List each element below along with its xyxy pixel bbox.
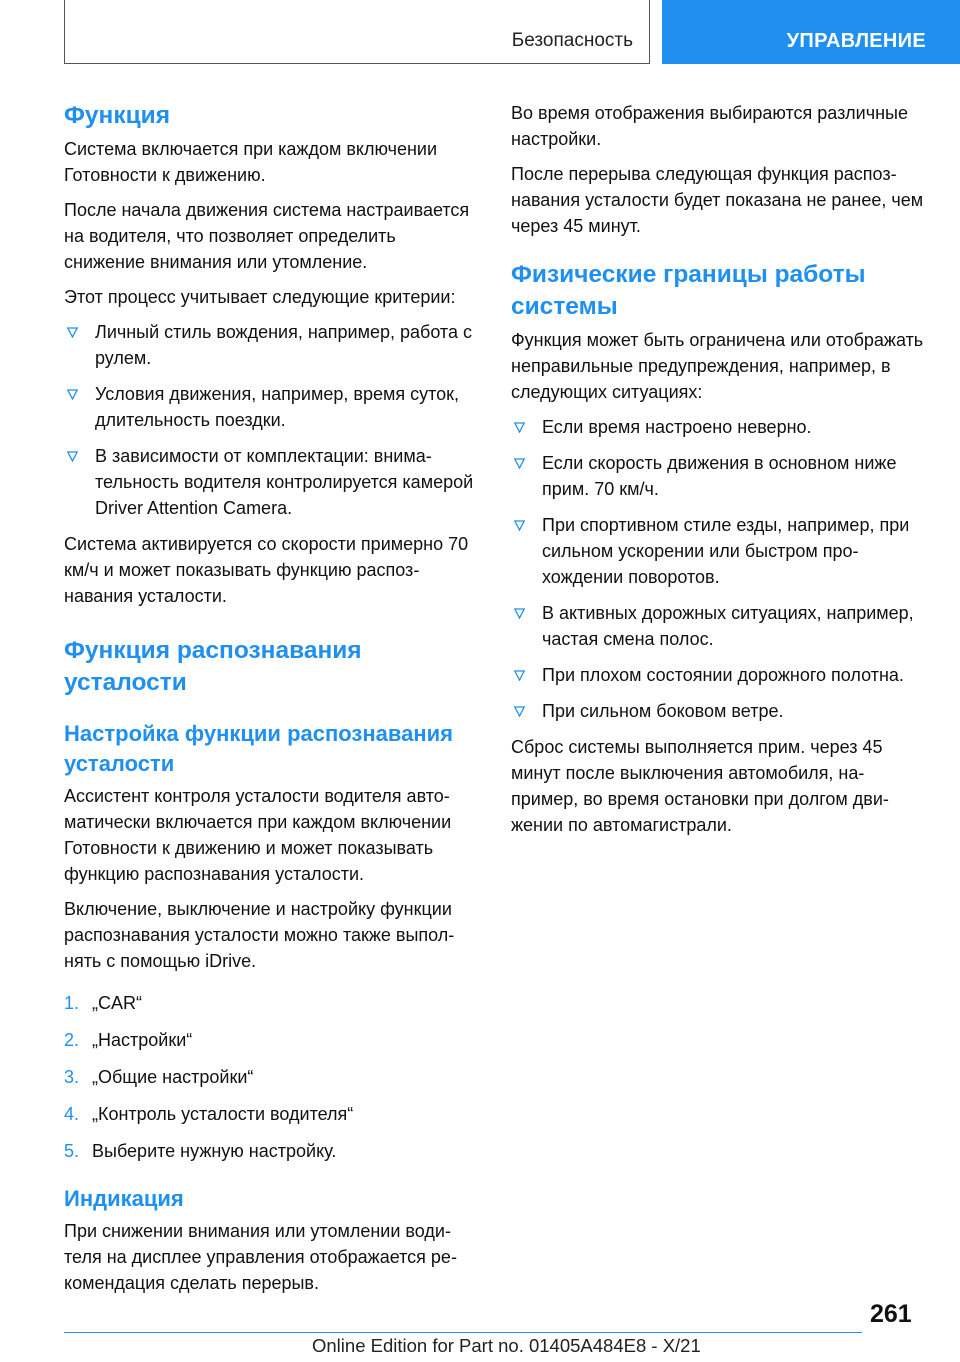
situations-list [511, 414, 925, 724]
list-item-text: Условия движения, например, время суток, длительность поездки. [95, 384, 460, 430]
step-text: „CAR“ [92, 993, 142, 1013]
list-item [511, 512, 925, 590]
paragraph: Во время отображения выбираются различные настройки. [511, 103, 908, 149]
list-item [511, 698, 925, 724]
header-section-title: Безопасность [511, 30, 633, 51]
list-item-text: При плохом состоянии дорожного полотна. [542, 665, 904, 685]
triangle-bullet-icon [67, 451, 78, 462]
list-item [64, 443, 478, 521]
triangle-bullet-icon [514, 670, 525, 681]
list-item-text: Если время настроено неверно. [542, 417, 812, 437]
list-item [511, 414, 925, 440]
paragraph: Включение, выключение и настройку функции распознавания усталости можно также выполнять с помощью iDrive. [64, 899, 455, 971]
steps-list [64, 990, 478, 1164]
step-number: 4. [64, 1104, 80, 1124]
edition-footer: Online Edition for Part no. 01405A484E8 - X/21 [312, 1335, 701, 1356]
step-text: „Общие настройки“ [92, 1067, 254, 1087]
paragraph: Система активируется со скорости примерно 70 км/ч и может показывать функцию распознавания усталости. [64, 534, 469, 606]
right-column [511, 100, 925, 847]
criteria-list [64, 319, 478, 521]
paragraph: Этот процесс учитывает следующие критерии: [64, 287, 456, 307]
step-item [64, 1064, 478, 1090]
step-text: „Контроль усталости водителя“ [92, 1104, 354, 1124]
step-number: 1. [64, 993, 80, 1013]
indication-heading: Индикация [64, 1186, 184, 1211]
step-item [64, 1101, 478, 1127]
paragraph: Сброс системы выполняется прим. через 45 минут после выключения автомобиля, например, во время остановки при долгом движении по автомагистрали. [511, 737, 889, 835]
list-item-text: В зависимости от комплектации: внимательность водителя контролируется камерой Driver Attention Camera. [95, 446, 474, 518]
list-item [64, 381, 478, 433]
list-item-text: В активных дорожных ситуациях, например, частая смена полос. [542, 603, 914, 649]
paragraph: После перерыва следующая функция распознавания усталости будет показана не ранее, чем через 45 минут. [511, 164, 924, 236]
triangle-bullet-icon [67, 327, 78, 338]
step-item [64, 1027, 478, 1053]
settings-heading: Настройка функции распознавания усталости [64, 721, 453, 776]
step-text: Выберите нужную настройку. [92, 1141, 337, 1161]
triangle-bullet-icon [514, 422, 525, 433]
list-item [511, 662, 925, 688]
paragraph: При снижении внимания или утомлении водителя на дисплее управления отображается рекомендация сделать перерыв. [64, 1221, 457, 1293]
system-limits-heading: Физические границы работы системы [511, 261, 866, 320]
header-chapter-title: УПРАВЛЕНИЕ [786, 30, 926, 52]
list-item [64, 319, 478, 371]
paragraph: После начала движения система настраивается на водителя, что позволяет определить снижение внимания или утомление. [64, 200, 470, 272]
step-number: 5. [64, 1141, 80, 1161]
header-section-tab [64, 0, 650, 64]
triangle-bullet-icon [514, 520, 525, 531]
paragraph: Система включается при каждом включении Готовности к движению. [64, 139, 438, 185]
paragraph: Функция может быть ограничена или отображать неправильные предупреждения, например, в следующих ситуациях: [511, 330, 924, 402]
step-number: 2. [64, 1030, 80, 1050]
step-item [64, 1138, 478, 1164]
step-item [64, 990, 478, 1016]
left-column [64, 100, 478, 1305]
footer-divider [64, 1332, 862, 1333]
triangle-bullet-icon [514, 706, 525, 717]
list-item-text: Если скорость движения в основном ниже прим. 70 км/ч. [542, 453, 897, 499]
list-item [511, 450, 925, 502]
paragraph: Ассистент контроля усталости водителя автоматически включается при каждом включении Готовности к движению и может показывать функцию распознавания усталости. [64, 786, 452, 884]
list-item-text: При сильном боковом ветре. [542, 701, 784, 721]
step-text: „Настройки“ [92, 1030, 193, 1050]
triangle-bullet-icon [67, 389, 78, 400]
triangle-bullet-icon [514, 608, 525, 619]
list-item-text: Личный стиль вождения, например, работа с рулем. [95, 322, 472, 368]
function-heading: Функция [64, 102, 171, 129]
triangle-bullet-icon [514, 458, 525, 469]
fatigue-detection-heading: Функция распознавания усталости [64, 637, 362, 696]
list-item-text: При спортивном стиле езды, например, при сильном ускорении или быстром прохождении поворотов. [542, 515, 910, 587]
header-chapter-tab [662, 0, 960, 64]
list-item [511, 600, 925, 652]
page-number: 261 [870, 1300, 912, 1328]
step-number: 3. [64, 1067, 80, 1087]
